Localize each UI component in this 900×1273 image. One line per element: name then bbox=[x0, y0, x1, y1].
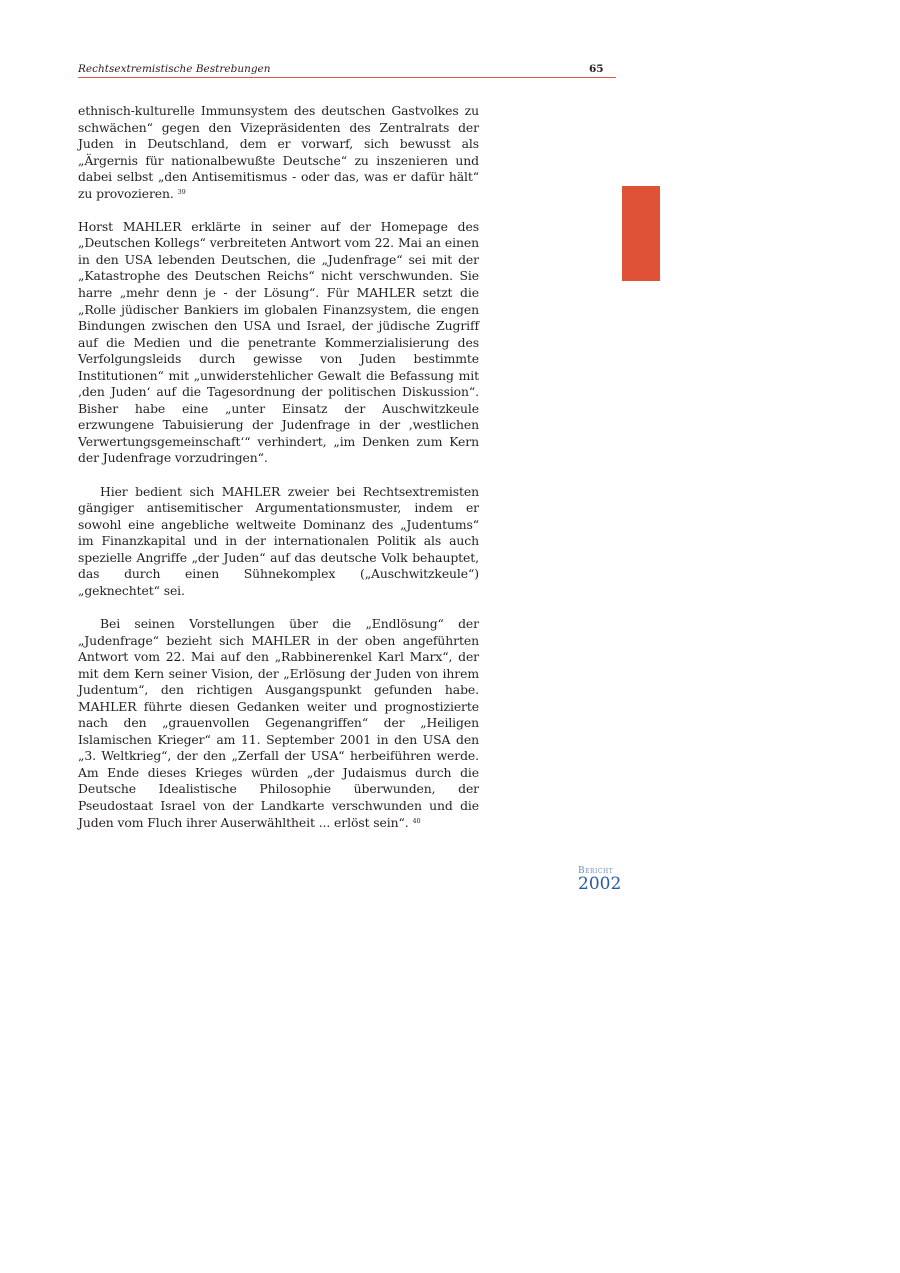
bericht-2002-logo bbox=[578, 866, 630, 892]
running-header-title: Rechtsextremistische Bestrebungen bbox=[78, 63, 271, 75]
chapter-marker-tab bbox=[622, 186, 660, 281]
logo-year: 2002 bbox=[578, 874, 622, 894]
footnote-marker: 40 bbox=[412, 816, 421, 825]
body-text bbox=[78, 103, 479, 831]
page-number: 65 bbox=[589, 63, 604, 75]
paragraph bbox=[78, 103, 479, 202]
footnote-marker: 39 bbox=[177, 187, 186, 196]
paragraph-text: Horst MAHLER erklärte in seiner auf der Homepage des „Deutschen Kollegs“ verbreiteten Antwort vom 22. Mai an einen in den USA lebenden Deutschen, die „Judenfrage“ sei mit der „Katastrophe des Deutschen Reichs“ nicht verschwunden. Sie harre „mehr denn je - der Lösung“. Für MAHLER setzt die „Rolle jüdischer Bankiers im globalen Finanzsystem, die engen Bindungen zwischen den USA und Israel, der jüdische Zugriff auf die Medien und die penetrante Kommerzialisierung des Verfolgungsleids durch gewisse von Juden bestimmte Institutionen“ mit „unwiderstehlicher Gewalt die Befassung mit ‚den Juden‘ auf die Tagesordnung der politischen Diskussion“. Bisher habe eine „unter Einsatz der Auschwitzkeule erzwungene Tabuisierung der Judenfrage in der ‚westlichen Verwertungsgemeinschaft‘“ verhindert, „im Denken zum Kern der Judenfrage vorzudringen“. bbox=[78, 218, 479, 466]
paragraph bbox=[78, 616, 479, 831]
paragraph-text: Hier bedient sich MAHLER zweier bei Rechtsextremisten gängiger antisemitischer Argumentationsmuster, indem er sowohl eine angebliche weltweite Dominanz des „Judentums“ im Finanzkapital und in der internationalen Politik als auch spezielle Angriffe „der Juden“ auf das deutsche Volk behauptet, das durch einen Sühnekomplex („Auschwitzkeule“) „geknechtet“ sei. bbox=[78, 483, 479, 598]
header-rule bbox=[78, 77, 616, 78]
paragraph-text: ethnisch-kulturelle Immunsystem des deutschen Gastvolkes zu schwächen“ gegen den Vizepräsidenten des Zentralrats der Juden in Deutschland, dem er vorwarf, sich bewusst als „Ärgernis für nationalbewußte Deutsche“ zu inszenieren und dabei selbst „den Antisemitismus - oder das, was er dafür hält“ zu provozieren. bbox=[78, 103, 479, 201]
paragraph bbox=[78, 219, 479, 467]
logo-word: Bericht bbox=[578, 866, 614, 876]
paragraph bbox=[78, 484, 479, 600]
paragraph-text: Bei seinen Vorstellungen über die „Endlösung“ der „Judenfrage“ bezieht sich MAHLER in der oben angeführten Antwort vom 22. Mai auf den „Rabbinerenkel Karl Marx“, der mit dem Kern seiner Vision, der „Erlösung der Juden von ihrem Judentum“, den richtigen Ausgangspunkt gefunden habe. MAHLER führte diesen Gedanken weiter und prognostizierte nach den „grauenvollen Gegenangriffen“ der „Heiligen Islamischen Krieger“ am 11. September 2001 in den USA den „3. Weltkrieg“, der den „Zerfall der USA“ herbeiführen werde. Am Ende dieses Krieges würden „der Judaismus durch die Deutsche Idealistische Philosophie überwunden, der Pseudostaat Israel von der Landkarte verschwunden und die Juden vom Fluch ihrer Auserwähltheit ... erlöst sein“. bbox=[78, 615, 479, 830]
